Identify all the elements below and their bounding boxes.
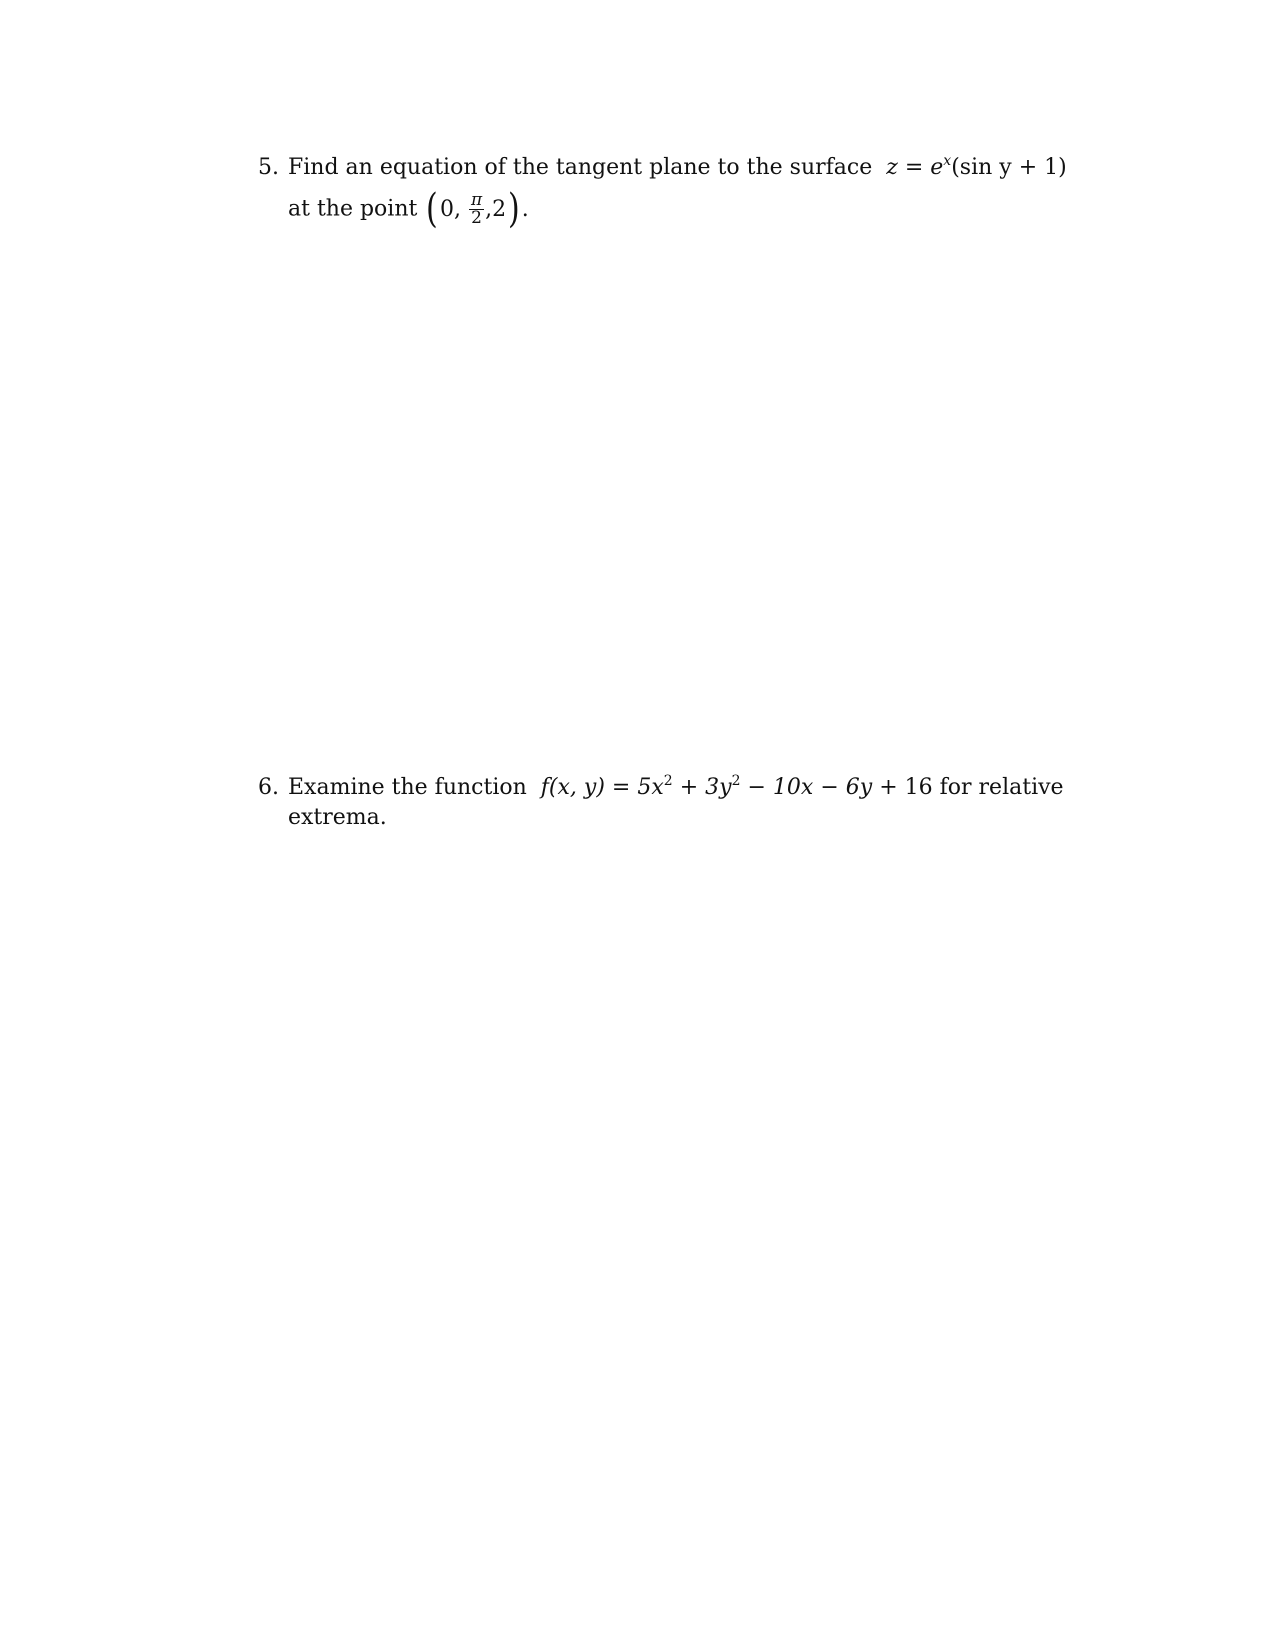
exp-base: e	[930, 155, 944, 180]
point-last: 2	[492, 196, 507, 222]
problem-number: 6.	[258, 775, 279, 800]
fraction-pi-over-2	[469, 192, 484, 227]
problem-text-after: for relative	[939, 775, 1064, 800]
term-4: 6y	[845, 775, 873, 800]
term-3: 10x	[772, 775, 814, 800]
point-first: 0,	[439, 196, 461, 222]
term-5: 16	[904, 775, 933, 800]
problem-line-1	[288, 773, 1064, 802]
point-separator: ,	[485, 196, 493, 222]
problem-body	[288, 773, 1064, 832]
term-2: 3y	[705, 775, 732, 800]
problem-line-2	[288, 185, 1058, 232]
equals-sign: =	[611, 775, 631, 800]
fraction-numerator: π	[470, 190, 483, 210]
problem-line-1	[288, 153, 1067, 182]
term-2-exp: 2	[731, 773, 741, 789]
operator: +	[879, 775, 898, 800]
left-paren: (	[426, 185, 439, 232]
problem-body	[288, 153, 1067, 232]
fraction-denominator: 2	[471, 208, 482, 228]
var-z: z	[886, 155, 898, 180]
right-paren: )	[508, 185, 520, 232]
exp-power: x	[943, 153, 952, 169]
function-equation	[534, 775, 940, 800]
problem-text: Find an equation of the tangent plane to the surface	[288, 155, 873, 180]
surface-rest: (sin y + 1)	[951, 155, 1067, 180]
problem-number: 5.	[258, 155, 279, 180]
operator: −	[747, 775, 766, 800]
operator: +	[679, 775, 699, 800]
problem-text-2: at the point	[288, 196, 418, 222]
term-1: 5x	[637, 775, 664, 800]
problem-text: Examine the function	[288, 775, 527, 800]
period: .	[521, 196, 529, 222]
problem-line-2	[288, 804, 1058, 832]
term-1-exp: 2	[663, 773, 673, 789]
equals-sign: =	[904, 155, 924, 180]
operator: −	[820, 775, 839, 800]
problem-text-2: extrema.	[288, 805, 387, 830]
function-name: f(x, y)	[540, 775, 605, 800]
surface-equation	[879, 155, 1066, 180]
point-expression	[424, 185, 529, 232]
